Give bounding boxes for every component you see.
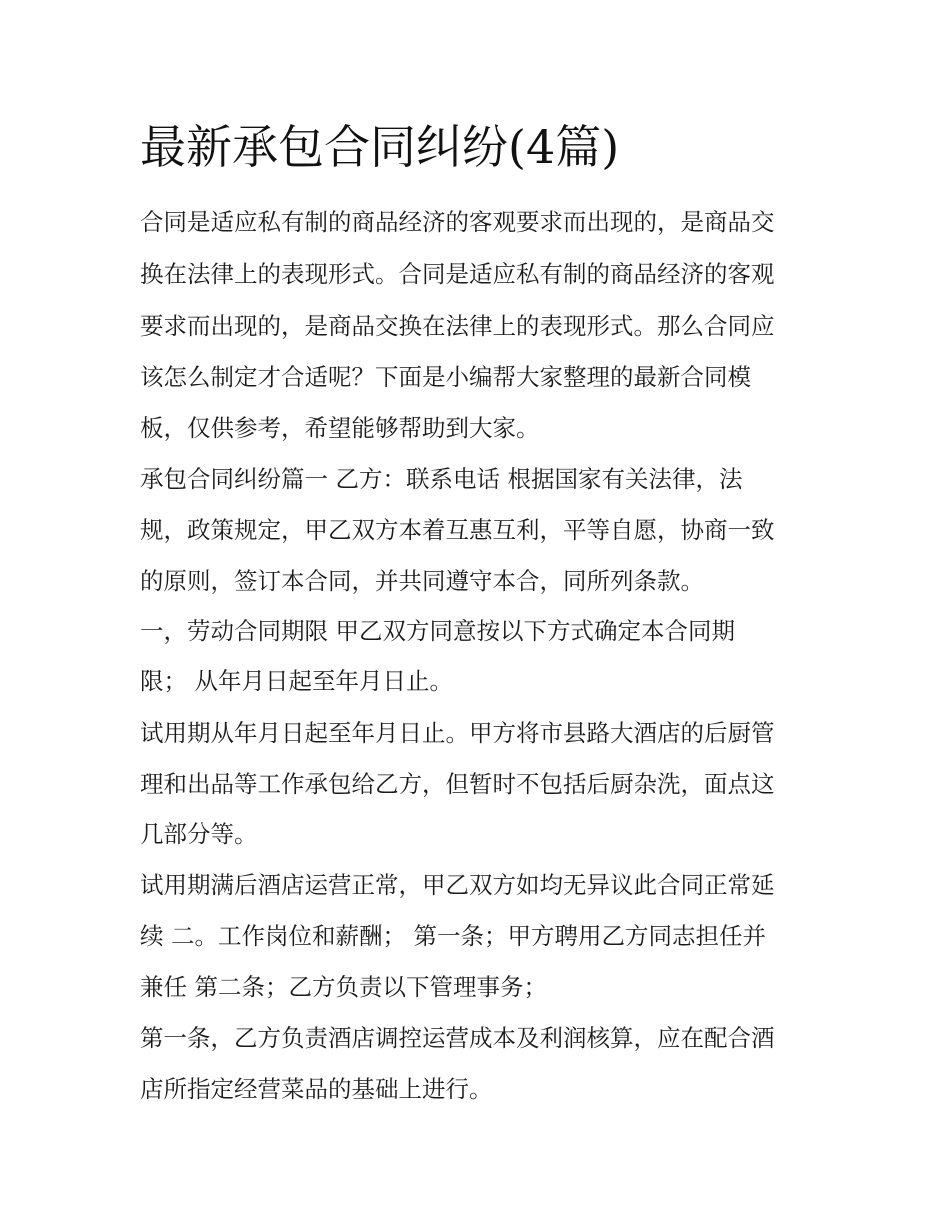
text-line: 要求而出现的，是商品交换在法律上的表现形式。那么合同应: [140, 312, 775, 340]
text-line: 第一条，乙方负责酒店调控运营成本及利润核算，应在配合酒: [140, 1024, 775, 1052]
text-line: 的原则，签订本合同，并共同遵守本合，同所列条款。: [140, 567, 704, 595]
text-line: 限； 从年月日起至年月日止。: [140, 667, 453, 695]
text-line: 店所指定经营菜品的基础上进行。: [140, 1075, 493, 1103]
text-line: 板，仅供参考，希望能够帮助到大家。: [140, 414, 540, 442]
text-line: 换在法律上的表现形式。合同是适应私有制的商品经济的客观: [140, 260, 775, 288]
text-line: 几部分等。: [140, 820, 258, 848]
text-line: 续 二。工作岗位和薪酬； 第一条；甲方聘用乙方同志担任并: [140, 922, 766, 950]
text-line: 试用期从年月日起至年月日止。甲方将市县路大酒店的后厨管: [140, 719, 775, 747]
text-line: 合同是适应私有制的商品经济的客观要求而出现的，是商品交: [140, 208, 775, 236]
text-line: 理和出品等工作承包给乙方，但暂时不包括后厨杂洗，面点这: [140, 770, 775, 798]
text-line: 承包合同纠纷篇一 乙方：联系电话 根据国家有关法律，法: [140, 465, 743, 493]
text-line: 试用期满后酒店运营正常，甲乙双方如均无异议此合同正常延: [140, 871, 775, 899]
document-title: 最新承包合同纠纷(4篇): [140, 120, 620, 174]
text-line: 一，劳动合同期限 甲乙双方同意按以下方式确定本合同期: [140, 617, 735, 645]
text-line: 兼任 第二条；乙方负责以下管理事务；: [140, 973, 547, 1001]
text-line: 该怎么制定才合适呢？下面是小编帮大家整理的最新合同模: [140, 363, 751, 391]
text-line: 规，政策规定，甲乙双方本着互惠互利，平等自愿，协商一致: [140, 516, 775, 544]
